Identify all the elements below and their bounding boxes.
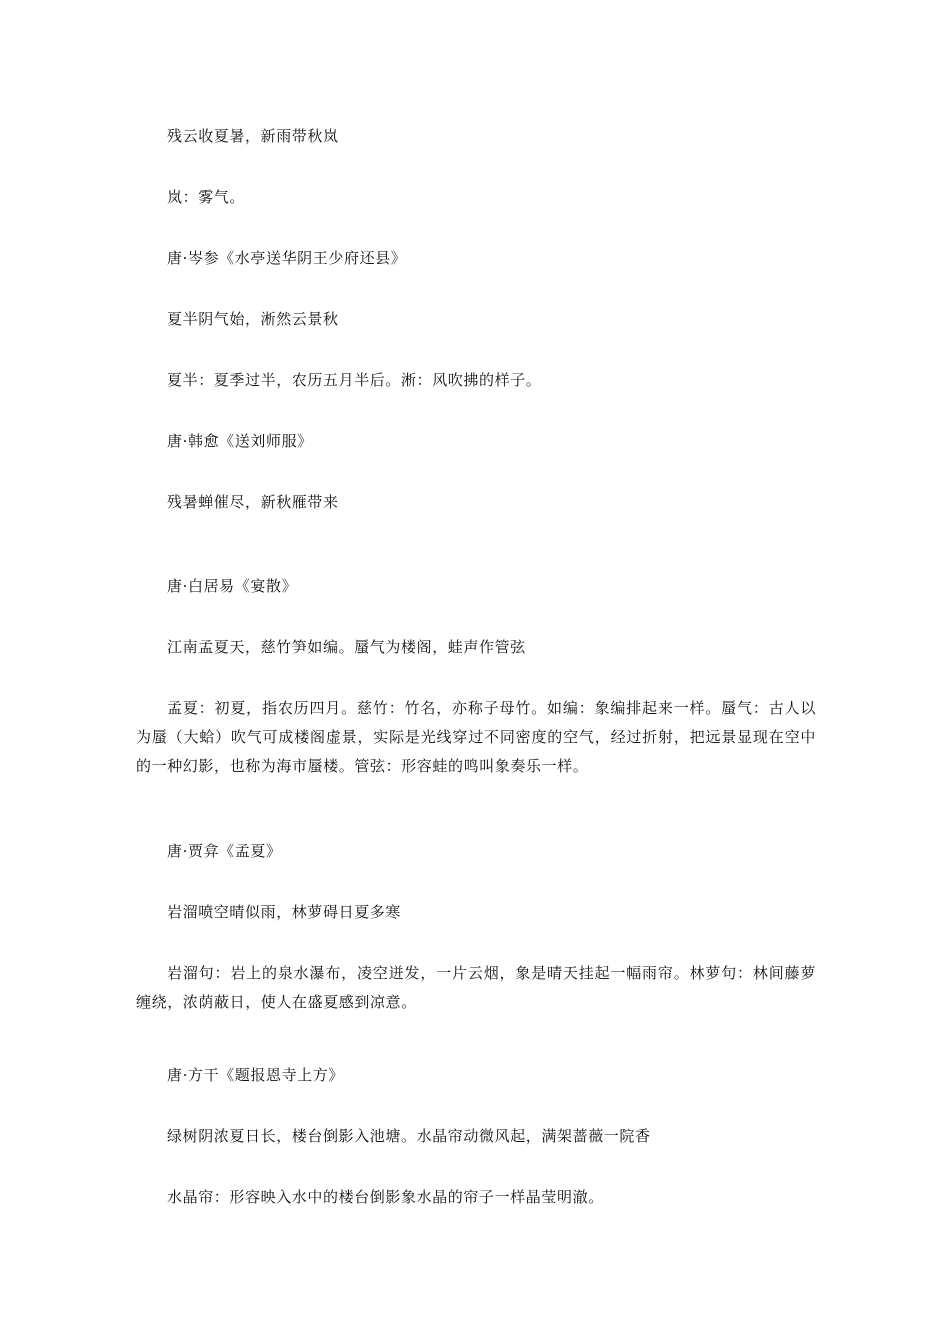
poem-source: 唐·方干《题报恩寺上方》 <box>167 1066 344 1084</box>
poem-line: 残暑蝉催尽，新秋雁带来 <box>167 493 339 511</box>
annotation: 孟夏：初夏，指农历四月。慈竹：竹名，亦称子母竹。如编：象编排起来一样。蜃气：古人以为蜃（大蛤）吹气可成楼阁虚景，实际是光线穿过不同密度的空气，经过折射，把远景显现在空中的一种幻影，也称为海市蜃楼。管弦：形容蛙的鸣叫象奏乐一样。 <box>136 699 816 775</box>
poem-line: 夏半阴气始，淅然云景秋 <box>167 310 339 328</box>
poem-line: 残云收夏暑，新雨带秋岚 <box>167 127 339 145</box>
poem-line: 江南孟夏天，慈竹笋如编。蜃气为楼阁，蛙声作管弦 <box>167 638 526 656</box>
poem-source: 唐·白居易《宴散》 <box>167 577 298 595</box>
annotation: 夏半：夏季过半，农历五月半后。淅：风吹拂的样子。 <box>167 371 542 389</box>
annotation: 岩溜句：岩上的泉水瀑布，凌空迸发，一片云烟，象是晴天挂起一幅雨帘。林萝句：林间藤萝缠绕，浓荫蔽日，使人在盛夏感到凉意。 <box>136 964 816 1011</box>
poem-source: 唐·岑参《水亭送华阴王少府还县》 <box>167 249 407 267</box>
poem-source: 唐·贾弇《孟夏》 <box>167 842 282 860</box>
annotation: 水晶帘：形容映入水中的楼台倒影象水晶的帘子一样晶莹明澈。 <box>167 1188 604 1206</box>
annotation: 岚：雾气。 <box>167 188 246 206</box>
poem-line: 岩溜喷空晴似雨，林萝碍日夏多寒 <box>167 903 402 921</box>
poem-line: 绿树阴浓夏日长，楼台倒影入池塘。水晶帘动微风起，满架蔷薇一院香 <box>167 1127 651 1145</box>
poem-source: 唐·韩愈《送刘师服》 <box>167 432 313 450</box>
